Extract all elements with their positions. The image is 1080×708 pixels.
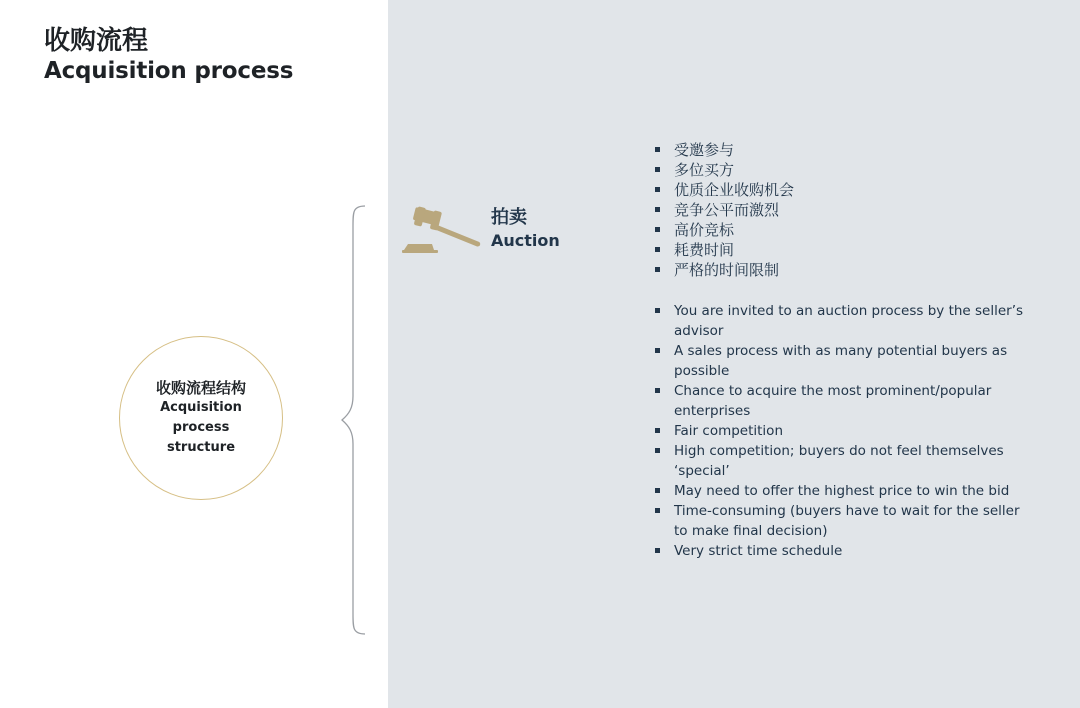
- list-item: Fair competition: [655, 421, 1035, 441]
- circle-label-zh: 收购流程结构: [155, 379, 246, 397]
- square-bullet-icon: [655, 348, 660, 353]
- square-bullet-icon: [655, 308, 660, 313]
- gavel-icon: [402, 206, 486, 254]
- bullet-list-zh: [655, 140, 794, 280]
- bullet-list-en: [655, 301, 1035, 561]
- list-item: Very strict time schedule: [655, 541, 1035, 561]
- square-bullet-icon: [655, 227, 660, 232]
- list-item: 多位买方: [655, 160, 794, 180]
- auction-title-en: Auction: [491, 231, 560, 250]
- square-bullet-icon: [655, 247, 660, 252]
- square-bullet-icon: [655, 448, 660, 453]
- list-item: You are invited to an auction process by the seller’s advisor: [655, 301, 1035, 341]
- list-item: 受邀参与: [655, 140, 794, 160]
- square-bullet-icon: [655, 508, 660, 513]
- square-bullet-icon: [655, 147, 660, 152]
- list-item: High competition; buyers do not feel themselves ‘special’: [655, 441, 1035, 481]
- square-bullet-icon: [655, 488, 660, 493]
- square-bullet-icon: [655, 388, 660, 393]
- list-item: 优质企业收购机会: [655, 180, 794, 200]
- list-item: May need to offer the highest price to win the bid: [655, 481, 1035, 501]
- list-item: A sales process with as many potential buyers as possible: [655, 341, 1035, 381]
- square-bullet-icon: [655, 548, 660, 553]
- list-item: Time-consuming (buyers have to wait for the seller to make final decision): [655, 501, 1035, 541]
- square-bullet-icon: [655, 207, 660, 212]
- page-title-en: Acquisition process: [44, 58, 294, 84]
- list-item: 竞争公平而激烈: [655, 200, 794, 220]
- square-bullet-icon: [655, 187, 660, 192]
- circle-label-en: Acquisition process structure: [160, 400, 242, 455]
- list-item: 高价竞标: [655, 220, 794, 240]
- list-item: 严格的时间限制: [655, 260, 794, 280]
- auction-title-zh: 拍卖: [491, 207, 527, 228]
- square-bullet-icon: [655, 167, 660, 172]
- curly-brace-icon: [335, 200, 375, 640]
- list-item: 耗费时间: [655, 240, 794, 260]
- list-item: Chance to acquire the most prominent/popular enterprises: [655, 381, 1035, 421]
- structure-circle: [119, 336, 283, 500]
- page-title-zh: 收购流程: [44, 26, 149, 56]
- square-bullet-icon: [655, 428, 660, 433]
- square-bullet-icon: [655, 267, 660, 272]
